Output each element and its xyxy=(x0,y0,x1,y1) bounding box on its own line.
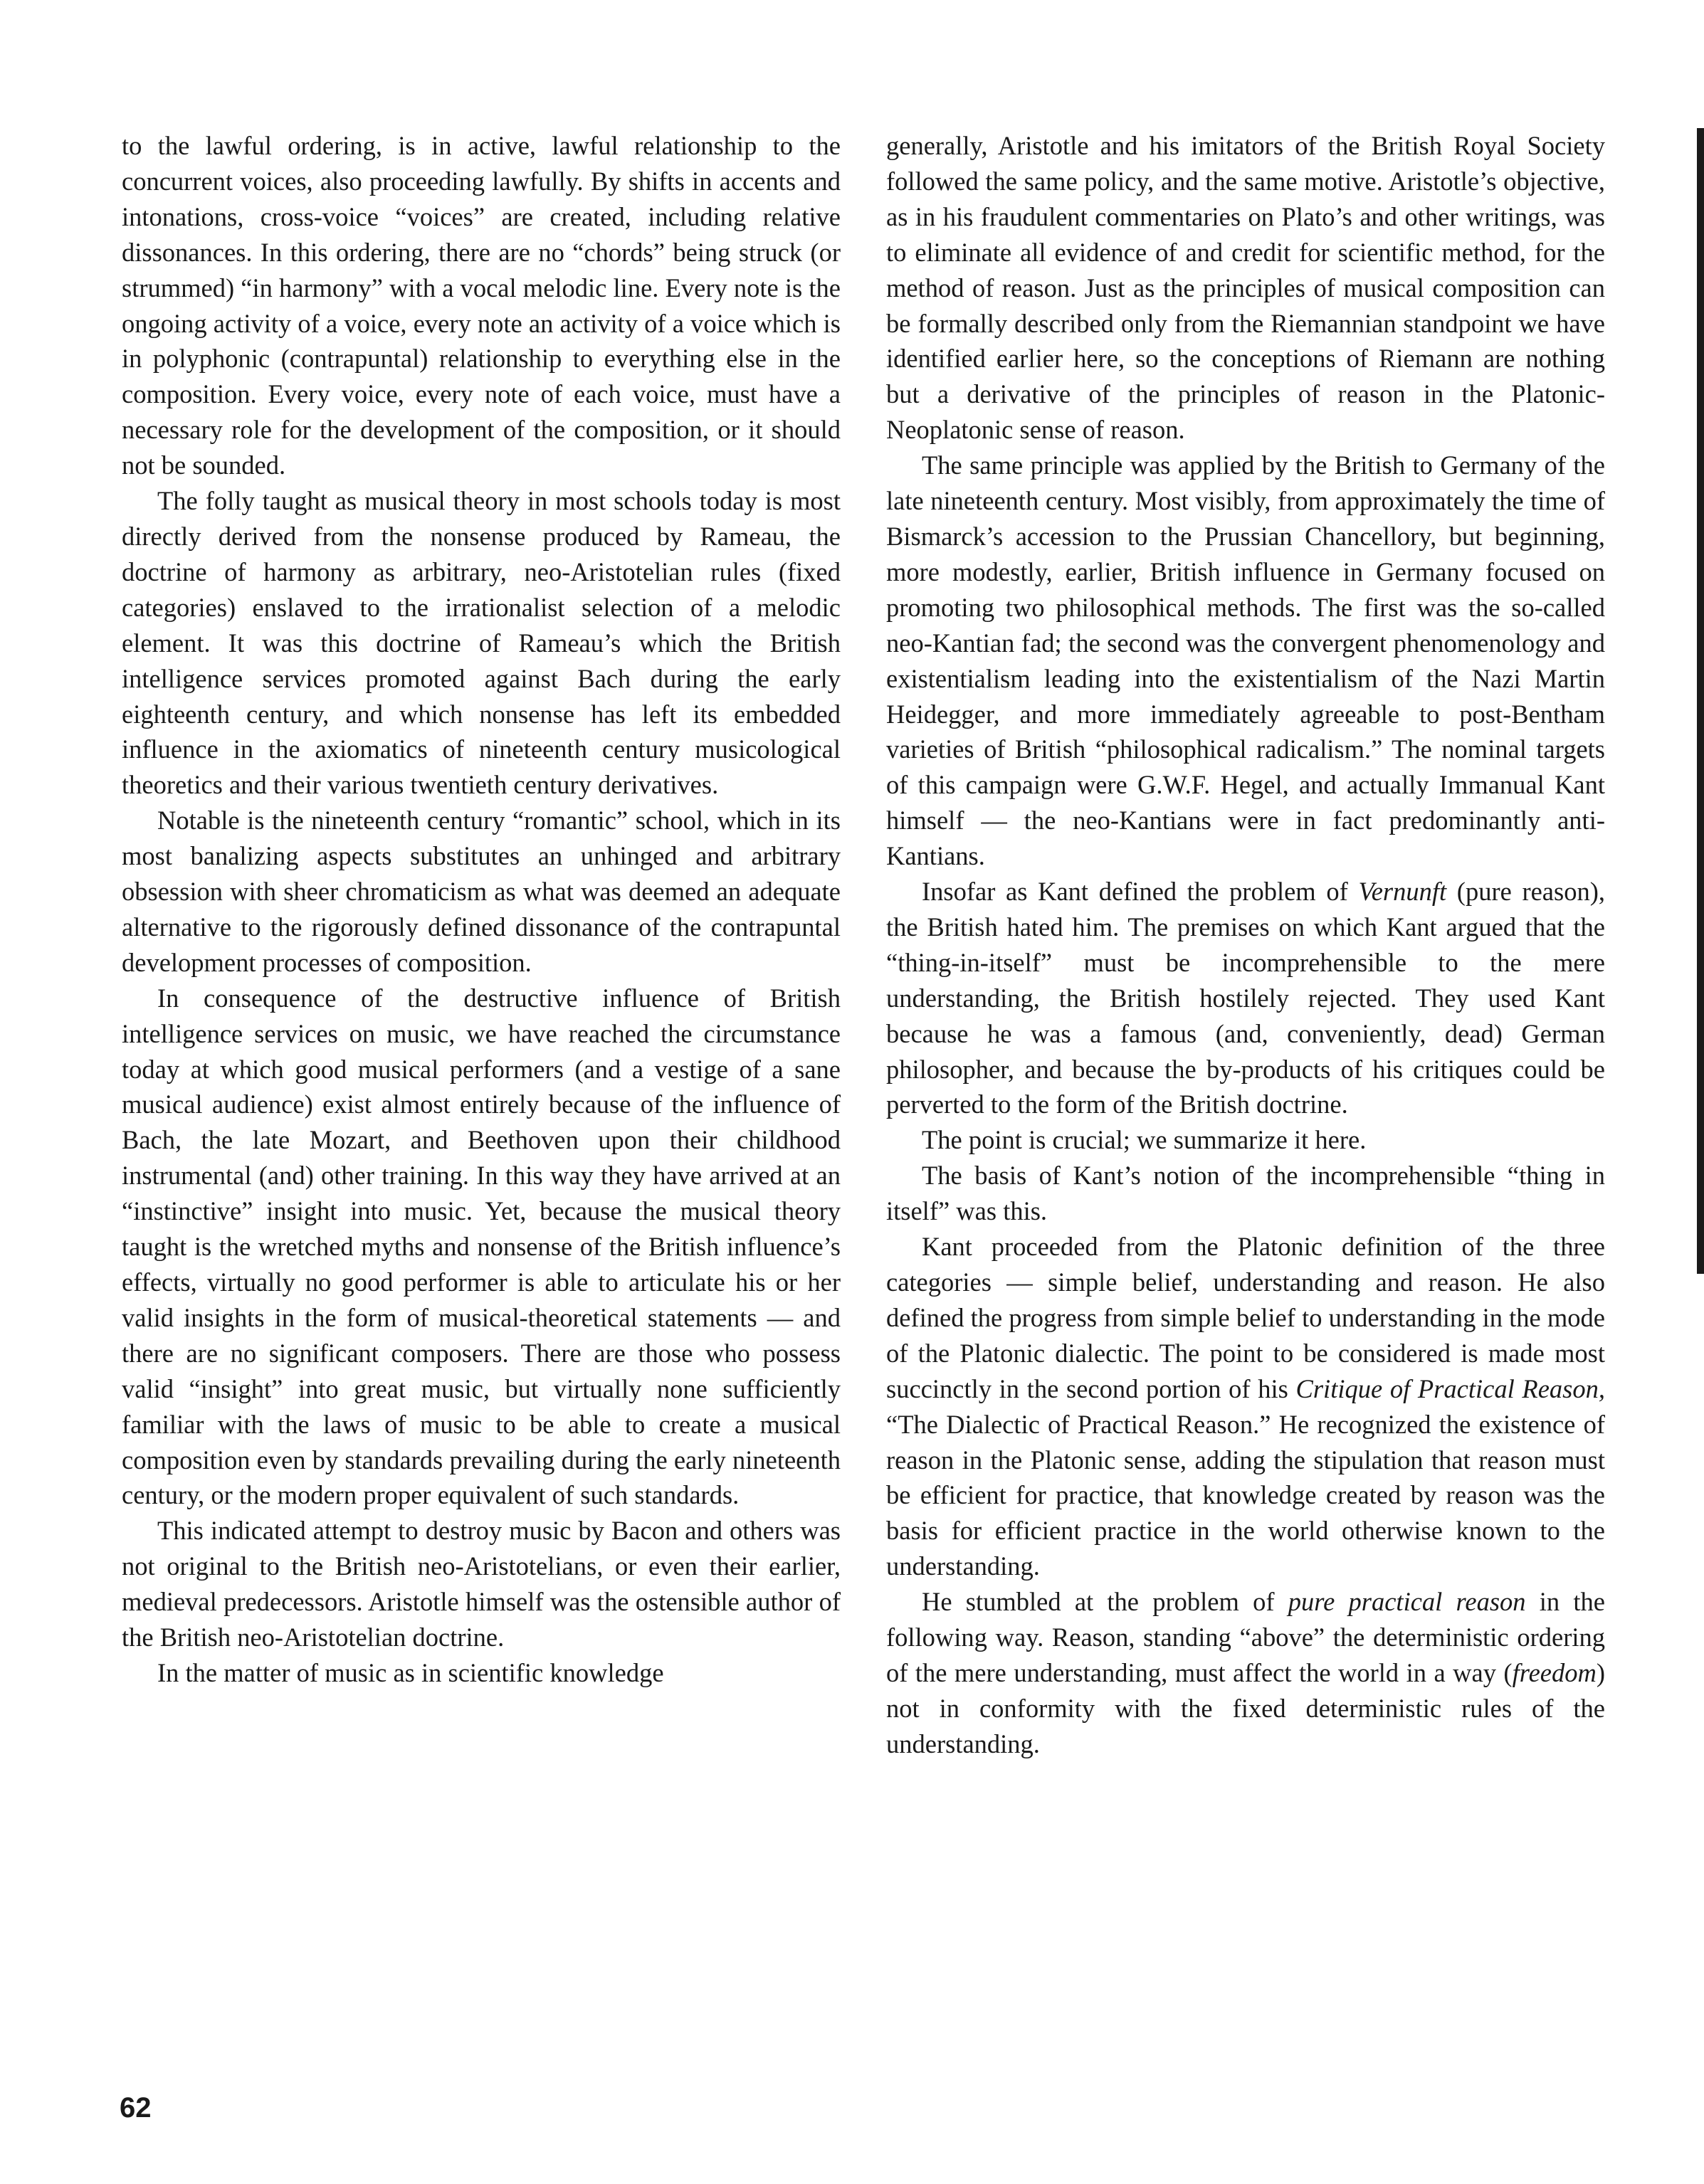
paragraph-p9 xyxy=(886,874,1605,1122)
paragraph-text: The folly taught as musical theory in most schools today is most directly derived from the nonsense produced by Rameau, the doctrine of harmony as arbitrary, neo-Aristotelian rules (fixed categories) enslaved to the irrationalist selection of a melodic element. It was this doctrine of Rameau’s which the British intelligence services promoted against Bach during the early eighteenth century, and which nonsense has left its embedded influence in the axiomatics of nineteenth century musicological theoretics and their various twentieth century derivatives. xyxy=(122,486,841,800)
paragraph-text: to the lawful ordering, is in active, lawful relationship to the concurrent voices, also proceeding lawfully. By shifts in accents and intonations, cross-voice “voices” are created, including relative dissonances. In this ordering, there are no “chords” being struck (or strummed) “in harmony” with a vocal melodic line. Every note is the ongoing activity of a voice, every note an activity of a voice which is in polyphonic (contrapuntal) relationship to everything else in the composition. Every voice, every note of each voice, must have a necessary role for the development of the composition, or it should not be sounded. xyxy=(122,131,841,480)
paragraph-text: This indicated attempt to destroy music by Bacon and others was not original to the British neo-Aristotelians, or even their earlier, medieval predecessors. Aristotle himself was the ostensible author of the British neo-Aristotelian doctrine. xyxy=(122,1516,841,1652)
page-number: 62 xyxy=(120,2092,152,2124)
paragraph-text: In consequence of the destructive influence of British intelligence services on music, we have reached the circumstance today at which good musical performers (and a vestige of a sane musical audience) exist almost entirely because of the influence of Bach, the late Mozart, and Beethoven upon their childhood instrumental (and) other training. In this way they have arrived at an “instinctive” insight into music. Yet, because the musical theory taught is the wretched myths and nonsense of the British influence’s effects, virtually no good performer is able to articulate his or her valid insights in the form of musical-theoretical statements — and there are no significant composers. There are those who possess valid “insight” into great music, but virtually none sufficiently familiar with the laws of music to be able to create a musical composition even by standards prevailing during the early nineteenth century, or the modern proper equivalent of such standards. xyxy=(122,983,841,1510)
paragraph-p3 xyxy=(122,803,841,981)
paragraph-text: Kant proceeded from the Platonic definition of the three categories — simple belief, understanding and reason. He also defined the progress from simple belief to understanding in the mode of the Platonic dialectic. The point to be considered is made most succinctly in the second portion of his xyxy=(886,1232,1605,1403)
paragraph-text: The point is crucial; we summarize it here. xyxy=(922,1125,1367,1155)
paragraph-text: The same principle was applied by the British to Germany of the late nineteenth century. Most visibly, from approximately the time of Bismarck’s accession to the Prussian Chancellory, but beginning, more modestly, earlier, British influence in Germany focused on promoting two philosophical methods. The first was the so-called neo-Kantian fad; the second was the convergent phenomenology and existentialism leading into the existentialism of the Nazi Martin Heidegger, and more immediately agreeable to post-Bentham varieties of British “philosophical radicalism.” The nominal targets of this campaign were G.W.F. Hegel, and actually Immanual Kant himself — the neo-Kantians were in fact predominantly anti-Kantians. xyxy=(886,450,1605,871)
paragraph-p2 xyxy=(122,483,841,803)
left-column xyxy=(122,128,841,1691)
italic-text: Vernunft xyxy=(1358,877,1447,907)
italic-text: Critique of Practical Reason, xyxy=(1295,1373,1605,1403)
paragraph-p11 xyxy=(886,1158,1605,1229)
page-edge-bar xyxy=(1697,128,1704,1274)
paragraph-text: “The Dialectic of Practical Reason.” He recognized the existence of reason in the Platonic sense, adding the stipulation that reason must be efficient for practice, that knowledge created by reason was the basis for efficient practice in the world otherwise known to the understanding. xyxy=(886,1409,1605,1581)
paragraph-p6 xyxy=(122,1655,841,1691)
paragraph-text: Insofar as Kant defined the problem of xyxy=(922,877,1359,907)
paragraph-text: The basis of Kant’s notion of the incomprehensible “thing in itself” was this. xyxy=(886,1161,1605,1226)
paragraph-p7 xyxy=(886,128,1605,448)
paragraph-text: generally, Aristotle and his imitators of the British Royal Society followed the same policy, and the same motive. Aristotle’s objective, as in his fraudulent commentaries on Plato’s and other writings, was to eliminate all evidence of and credit for scientific method, for the method of reason. Just as the principles of musical composition can be formally described only from the Riemannian standpoint we have identified earlier here, so the conceptions of Riemann are nothing but a derivative of the principles of reason in the Platonic-Neoplatonic sense of reason. xyxy=(886,131,1605,445)
paragraph-text: In the matter of music as in scientific knowledge xyxy=(157,1657,664,1687)
paragraph-text: (pure reason), the British hated him. The premises on which Kant argued that the “thing-in-itself” must be incomprehensible to the mere understanding, the British hostilely rejected. They used Kant because he was a famous (and, conveniently, dead) German philosopher, and because the by-products of his critiques could be perverted to the form of the British doctrine. xyxy=(886,877,1605,1119)
italic-text: pure practical reason xyxy=(1288,1587,1526,1617)
paragraph-p5 xyxy=(122,1513,841,1655)
right-column xyxy=(886,128,1605,1762)
italic-text: freedom xyxy=(1512,1657,1597,1687)
paragraph-p8 xyxy=(886,448,1605,874)
paragraph-text: He stumbled at the problem of xyxy=(922,1587,1288,1617)
paragraph-text: in the following way. Reason, standing “above” the deterministic ordering of the mere understanding, must affect the world in a way ( xyxy=(886,1587,1605,1687)
paragraph-p13 xyxy=(886,1584,1605,1762)
paragraph-p1 xyxy=(122,128,841,483)
paragraph-p10 xyxy=(886,1122,1605,1158)
paragraph-text: Notable is the nineteenth century “romantic” school, which in its most banalizing aspects substitutes an unhinged and arbitrary obsession with sheer chromaticism as what was deemed an adequate alternative to the rigorously defined dissonance of the contrapuntal development processes of composition. xyxy=(122,806,841,977)
paragraph-p12 xyxy=(886,1229,1605,1584)
paragraph-p4 xyxy=(122,981,841,1514)
paragraph-text: ) not in conformity with the fixed deterministic rules of the understanding. xyxy=(886,1657,1605,1758)
